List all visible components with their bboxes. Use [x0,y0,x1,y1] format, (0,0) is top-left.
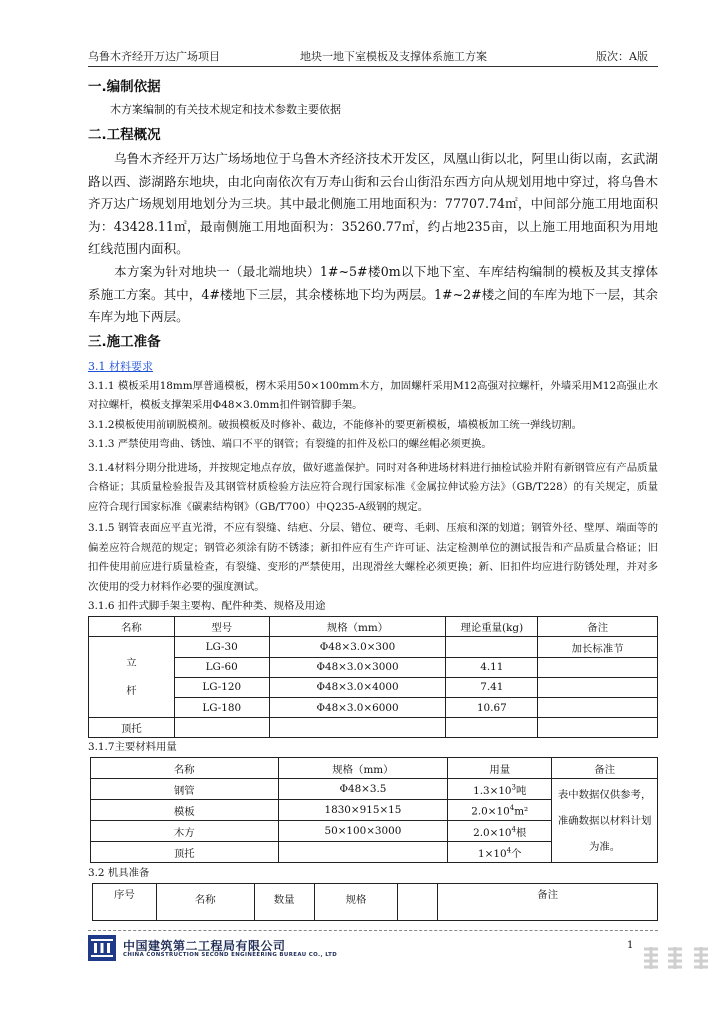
name-cell: 顶托 [89,718,175,738]
subsection-material-link[interactable]: 3.1 材料要求 [88,359,153,373]
qty-cell [448,800,552,821]
qty-cell [448,821,552,842]
model-cell [174,718,269,738]
weight-cell: 4.11 [446,657,538,677]
header-version: 版次：A版 [596,50,648,63]
note-cell [552,779,658,863]
weight-cell: 10.67 [446,698,538,718]
material-item-5: 3.1.5 钢管表面应平直光滑，不应有裂缝、结疤、分层、错位、硬弯、毛刺、压痕和深的划道；钢管外径、壁厚、端面等的偏差应符合规范的规定；钢管必须涂有防不锈漆；新扣件应有生产许可证、法定检测单位的测试报告和产品质量合格证；旧扣件使用前应进行质量检查，有裂缝、变形的严禁使用，出现滑丝大螺栓必须更换；新、旧扣件均应进行防锈处理，并对多次使用的受力材料作必要的强度测试。 [88,522,658,593]
table2-caption: 3.1.7主要材料用量 [88,741,177,754]
table-header-row [93,884,658,921]
qty-cell [448,779,552,800]
table-row [91,779,658,800]
table-header-row [89,617,658,637]
section-heading-basis: 一.编制依据 [88,79,161,95]
header-project: 乌鲁木齐经开万达广场项目 [88,50,220,63]
note-cell [538,657,658,677]
table-header-cell: 备注 [552,758,658,779]
table-header-cell: 名称 [89,617,175,637]
qty-unit: 根 [516,826,527,839]
qty-exponent: 4 [511,825,517,834]
note-cell [538,698,658,718]
model-cell: LG-60 [174,657,269,677]
table-row [89,677,658,697]
qty-base: 1×10 [478,847,507,860]
basis-text: 木方案编制的有关技术规定和技术参数主要依据 [110,103,341,116]
table-header-cell: 理论重量(kg) [446,617,538,637]
page-number: 1 [627,940,634,951]
company-name-cn: 中国建筑第二工程局有限公司 [123,939,286,953]
material-item-1: 3.1.1 模板采用18mm厚普通模板，楞木采用50×100mm木方，加固螺杆采用M12高强对拉螺杆，外墙采用M12高强止水对拉螺杆，模板支撑架采用Φ48×3.0mm扣件钢管脚手架。 [88,379,658,412]
spec-cell: Φ48×3.5 [278,779,448,800]
weight-cell [446,637,538,657]
material-item-4: 3.1.4材料分期分批进场，并按规定地点存放，做好遮盖保护。同时对各种进场材料进行抽检试验并附有新钢管应有产品质量合格证；其质量检验报告及其钢管材质检验方法应符合现行国家标准《金属拉伸试验方法》（GB/T228）的有关规定，质量应符合现行国家标准《碳素结构钢》（GB/T700）中Q235-A级钢的规定。 [88,461,658,513]
spec-cell: Φ48×3.0×3000 [269,657,446,677]
weight-cell: 7.41 [446,677,538,697]
tools-table [92,883,658,921]
qty-unit: 吨 [516,784,527,797]
qty-exponent: 4 [509,803,515,812]
weight-cell [446,718,538,738]
watermark-icon [640,945,720,971]
table-header-cell: 名称 [156,884,254,921]
header-rule [88,66,658,67]
note-line: 为准。 [589,840,621,853]
scaffold-parts-table [88,616,658,738]
model-cell: LG-120 [174,677,269,697]
qty-base: 2.0×10 [473,826,512,839]
spec-cell: 50×100×3000 [278,821,448,842]
qty-base: 2.0×10 [471,805,510,818]
name-cell: 顶托 [91,842,279,863]
table-header-cell: 名称 [91,758,279,779]
note-line: 准确数据以材料计划 [557,814,652,827]
qty-exponent: 4 [506,846,512,855]
footer-rule [88,930,658,931]
table-header-cell: 型号 [174,617,269,637]
qty-unit: m² [514,805,529,818]
table-header-cell [398,884,438,921]
table-header-cell: 序号 [93,884,157,921]
table-header-cell: 数量 [254,884,314,921]
name-cell: 模板 [91,800,279,821]
overview-paragraph-1: 乌鲁木齐经开万达广场场地位于乌鲁木齐经济技术开发区，凤凰山街以北，阿里山街以南，玄武湖路以西、澎湖路东地块，由北向南依次有万寿山街和云台山街沿东西方向从规划用地中穿过，将乌鲁木齐万达广场规划用地划分为三块。其中最北侧施工用地面积为：77707.74㎡，中间部分施工用地面积为：43428.11㎡，最南侧施工用地面积为：35260.77㎡，约占地235亩，以上施工用地面积为用地红线范围内面积。 [88,151,658,257]
table-header-cell: 备注 [538,617,658,637]
group-name-line-2: 杆 [126,685,137,698]
section-heading-preparation: 三.施工准备 [88,333,161,350]
note-cell [538,718,658,738]
name-cell: 钢管 [91,779,279,800]
spec-cell: Φ48×3.0×6000 [269,698,446,718]
spec-cell: Φ48×3.0×4000 [269,677,446,697]
spec-cell [278,842,448,863]
model-cell: LG-180 [174,698,269,718]
spec-cell: 1830×915×15 [278,800,448,821]
name-cell: 木方 [91,821,279,842]
header-doc-title: 地块一地下室模板及支撑体系施工方案 [300,50,487,63]
qty-base: 1.3×10 [473,784,512,797]
table-header-cell: 备注 [438,884,658,921]
table-header-cell: 规格 [314,884,398,921]
note-cell: 加长标准节 [538,637,658,657]
table-header-cell: 规格（mm） [278,758,448,779]
qty-cell [448,842,552,863]
table-header-row [91,758,658,779]
material-item-3: 3.1.3 严禁使用弯曲、锈蚀、端口不平的钢管；有裂缝的扣件及松口的螺丝帽必须更换。 [88,438,492,451]
qty-exponent: 3 [511,783,517,792]
qty-unit: 个 [511,847,522,860]
material-quantity-table [90,757,658,863]
section-heading-overview: 二.工程概况 [88,127,161,143]
spec-cell: Φ48×3.0×300 [269,637,446,657]
table-row [89,718,658,738]
company-logo-icon [88,935,116,961]
material-item-2: 3.1.2模板使用前刷脱模剂。破损模板及时修补、截边，不能修补的要更新模板，墙模板加工统一弹线切割。 [88,418,583,431]
table-row [89,657,658,677]
model-cell: LG-30 [174,637,269,657]
document-body [88,74,658,921]
table1-caption: 3.1.6 扣件式脚手架主要构、配件种类、规格及用途 [88,600,326,613]
table-header-cell: 用量 [448,758,552,779]
group-name-cell [89,637,175,718]
table-header-cell: 规格（mm） [269,617,446,637]
subsection-tools: 3.2 机具准备 [88,867,150,880]
note-line: 表中数据仅供参考， [557,788,652,801]
table-row [89,637,658,657]
table-row [89,698,658,718]
overview-paragraph-2: 本方案为针对地块一（最北端地块）1#~5#楼0m以下地下室、车库结构编制的模板及其支撑体系施工方案。其中，4#楼地下三层，其余楼栋地下均为两层。1#~2#楼之间的车库为地下一层，其余车库为地下两层。 [88,263,658,325]
group-name-line-1: 立 [126,657,137,670]
note-cell [538,677,658,697]
company-name-en: CHINA CONSTRUCTION SECOND ENGINEERING BUREAU CO., LTD [123,952,338,958]
spec-cell [269,718,446,738]
